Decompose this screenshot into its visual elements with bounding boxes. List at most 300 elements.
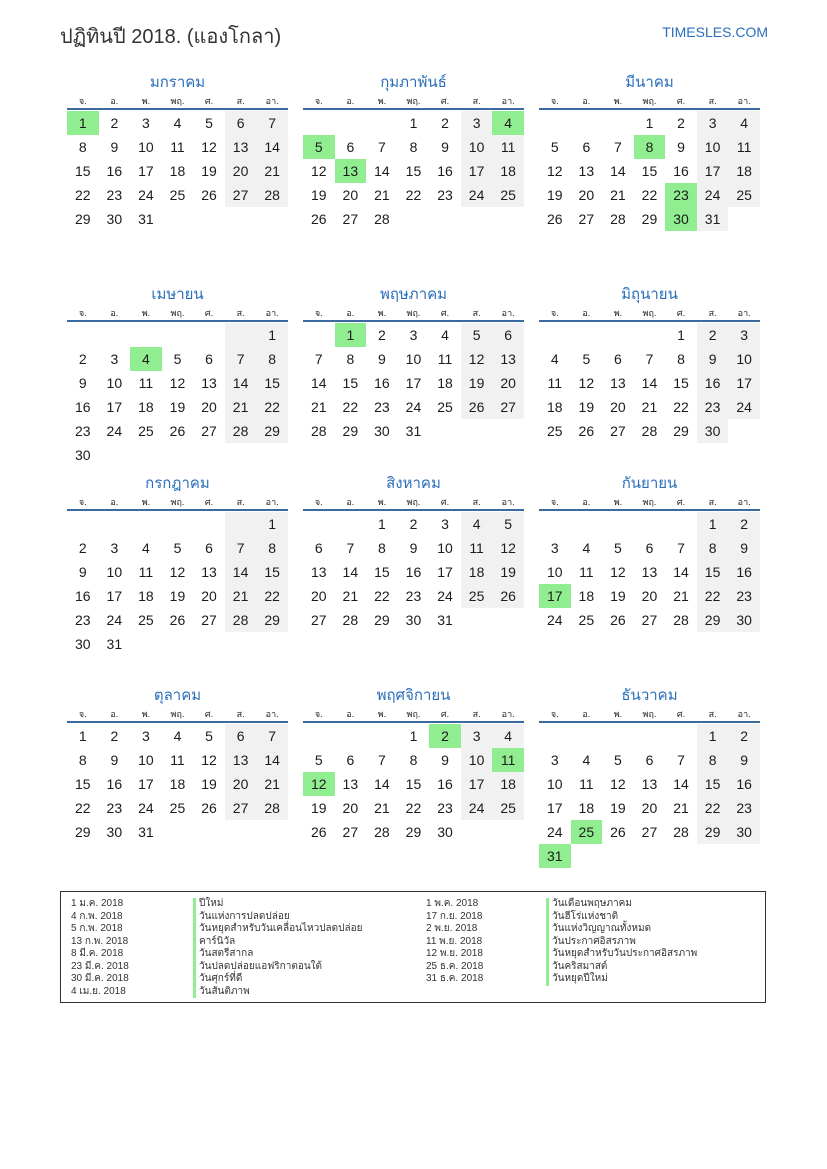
day-cell: 8 <box>697 536 729 560</box>
day-cell: 31 <box>138 824 154 840</box>
weekday-label: จ. <box>78 497 87 507</box>
empty-day-cell <box>634 323 666 347</box>
day-cell: 9 <box>110 752 119 768</box>
day-cell: 30 <box>405 612 422 628</box>
day-cell: 17 <box>461 159 493 183</box>
weekday-label: ส. <box>472 497 481 507</box>
day-cell: 24 <box>697 183 729 207</box>
weekday-label: ส. <box>236 96 245 106</box>
month-name: พฤศจิกายน <box>376 687 451 704</box>
day-cell: 27 <box>225 183 257 207</box>
day-cell: 15 <box>342 375 359 391</box>
legend-date: 1 พ.ค. 2018 <box>426 898 479 909</box>
empty-day-cell <box>303 323 335 347</box>
day-cell: 2 <box>110 728 119 744</box>
day-cell: 9 <box>441 752 449 768</box>
empty-day-cell <box>335 111 367 135</box>
day-cell: 9 <box>409 540 418 556</box>
day-cell: 29 <box>405 824 422 840</box>
day-cell: 20 <box>201 399 217 415</box>
weekday-header <box>539 495 760 511</box>
day-cell: 18 <box>461 560 493 584</box>
weekday-label: พฤ. <box>406 96 421 106</box>
day-cell: 2 <box>378 327 386 343</box>
day-cell: 3 <box>441 516 449 532</box>
month-name: กรกฎาคม <box>145 475 210 492</box>
day-cell: 1 <box>697 512 729 536</box>
day-cell: 11 <box>728 135 760 159</box>
day-cell: 11 <box>492 135 524 159</box>
day-cell: 3 <box>110 540 119 556</box>
day-cell: 21 <box>610 187 626 203</box>
day-cell: 6 <box>225 111 257 135</box>
day-cell: 19 <box>310 187 327 203</box>
weekday-label: พ. <box>613 96 623 106</box>
empty-day-cell <box>303 724 335 748</box>
day-cell: 25 <box>492 183 524 207</box>
day-cell: 3 <box>550 540 559 556</box>
day-cell: 14 <box>374 776 390 792</box>
day-cell: 9 <box>697 347 729 371</box>
day-cell: 17 <box>697 159 729 183</box>
weekday-header <box>67 707 288 723</box>
day-cell: 20 <box>342 800 359 816</box>
empty-day-cell <box>162 323 194 347</box>
weekday-label: ศ. <box>440 709 450 719</box>
day-cell: 23 <box>74 423 91 439</box>
weekday-label: พ. <box>141 497 151 507</box>
day-cell: 3 <box>728 323 760 347</box>
weekday-label: อ. <box>582 497 591 507</box>
day-cell: 15 <box>74 776 91 792</box>
day-cell: 25 <box>578 612 595 628</box>
empty-day-cell <box>193 323 225 347</box>
weekday-label: ส. <box>708 308 717 318</box>
legend-date: 5 ก.พ. 2018 <box>71 923 123 934</box>
holiday-day-cell: 2 <box>429 724 461 748</box>
weekday-label: จ. <box>314 497 323 507</box>
day-cell: 24 <box>138 187 154 203</box>
day-cell: 27 <box>641 824 658 840</box>
day-cell: 3 <box>110 351 119 367</box>
day-cell: 31 <box>106 636 123 652</box>
day-cell: 16 <box>728 772 760 796</box>
day-cell: 4 <box>492 724 524 748</box>
month-name: มิถุนายน <box>621 286 678 303</box>
day-cell: 6 <box>645 752 654 768</box>
day-cell: 11 <box>547 375 563 391</box>
day-cell: 28 <box>256 796 288 820</box>
weekday-header <box>303 707 524 723</box>
day-cell: 28 <box>225 419 257 443</box>
day-cell: 27 <box>310 612 327 628</box>
day-cell: 15 <box>256 560 288 584</box>
day-cell: 10 <box>138 139 154 155</box>
day-cell: 27 <box>201 423 217 439</box>
day-cell: 18 <box>138 399 154 415</box>
weekday-label: พ. <box>377 709 387 719</box>
day-cell: 13 <box>641 564 658 580</box>
day-cell: 11 <box>170 752 185 768</box>
day-cell: 22 <box>342 399 359 415</box>
day-cell: 30 <box>106 211 123 227</box>
day-cell: 25 <box>546 423 563 439</box>
day-cell: 28 <box>374 824 390 840</box>
day-cell: 26 <box>310 211 327 227</box>
day-cell: 4 <box>582 752 591 768</box>
day-cell: 5 <box>205 728 213 744</box>
day-cell: 6 <box>225 724 257 748</box>
day-cell: 26 <box>492 584 524 608</box>
days-grid <box>303 323 524 443</box>
day-cell: 22 <box>256 395 288 419</box>
empty-day-cell <box>634 724 666 748</box>
day-cell: 13 <box>492 347 524 371</box>
empty-day-cell <box>571 724 603 748</box>
month-name: พฤษภาคม <box>379 286 448 303</box>
day-cell: 8 <box>78 139 87 155</box>
day-cell: 26 <box>201 187 217 203</box>
legend-date: 1 ม.ค. 2018 <box>71 898 124 909</box>
empty-day-cell <box>665 724 697 748</box>
weekday-label: อ. <box>346 96 355 106</box>
holiday-day-cell: 12 <box>303 772 335 796</box>
day-cell: 23 <box>728 796 760 820</box>
empty-day-cell <box>303 111 335 135</box>
day-cell: 24 <box>106 612 123 628</box>
weekday-label: อ. <box>110 308 119 318</box>
day-cell: 20 <box>610 399 626 415</box>
empty-day-cell <box>602 512 634 536</box>
day-cell: 23 <box>728 584 760 608</box>
weekday-label: ส. <box>708 96 717 106</box>
empty-day-cell <box>539 724 571 748</box>
day-cell: 19 <box>610 800 626 816</box>
day-cell: 10 <box>437 540 453 556</box>
day-cell: 4 <box>173 728 182 744</box>
weekday-label: ศ. <box>204 497 214 507</box>
day-cell: 18 <box>492 159 524 183</box>
day-cell: 8 <box>409 139 418 155</box>
weekday-label: พ. <box>613 497 623 507</box>
day-cell: 27 <box>492 395 524 419</box>
day-cell: 29 <box>74 211 91 227</box>
day-cell: 31 <box>697 207 729 231</box>
weekday-label: จ. <box>314 709 323 719</box>
day-cell: 13 <box>342 776 359 792</box>
holiday-day-cell: 1 <box>67 111 99 135</box>
legend-date: 4 เม.ย. 2018 <box>71 985 126 997</box>
weekday-label: พ. <box>377 308 387 318</box>
legend-holiday-name: วันคริสมาสต์ <box>546 961 697 974</box>
weekday-label: อ. <box>582 709 591 719</box>
weekday-header <box>539 94 760 110</box>
legend-dates-right <box>426 898 483 986</box>
weekday-label: พฤ. <box>642 308 657 318</box>
empty-day-cell <box>571 512 603 536</box>
day-cell: 30 <box>374 423 390 439</box>
day-cell: 9 <box>677 139 685 155</box>
day-cell: 10 <box>106 564 123 580</box>
month-name: กันยายน <box>621 475 678 492</box>
empty-day-cell <box>193 512 225 536</box>
day-cell: 18 <box>169 163 186 179</box>
weekday-label: พ. <box>613 308 623 318</box>
empty-day-cell <box>366 111 398 135</box>
weekday-label: ส. <box>472 308 481 318</box>
legend-date: 12 พ.ย. 2018 <box>426 948 483 959</box>
day-cell: 15 <box>74 163 91 179</box>
day-cell: 8 <box>78 752 87 768</box>
day-cell: 29 <box>697 608 729 632</box>
day-cell: 18 <box>138 588 154 604</box>
day-cell: 13 <box>201 564 217 580</box>
day-cell: 23 <box>437 187 453 203</box>
weekday-label: อา. <box>265 96 279 106</box>
day-cell: 8 <box>256 536 288 560</box>
day-cell: 1 <box>378 516 386 532</box>
empty-day-cell <box>665 512 697 536</box>
day-cell: 15 <box>673 375 689 391</box>
empty-day-cell <box>602 111 634 135</box>
day-cell: 14 <box>673 776 689 792</box>
day-cell: 12 <box>201 752 217 768</box>
day-cell: 28 <box>673 824 689 840</box>
day-cell: 24 <box>546 824 563 840</box>
day-cell: 26 <box>169 612 186 628</box>
day-cell: 17 <box>138 776 154 792</box>
weekday-label: อ. <box>110 709 119 719</box>
days-grid <box>539 512 760 632</box>
weekday-label: พ. <box>613 709 623 719</box>
day-cell: 14 <box>310 375 327 391</box>
day-cell: 12 <box>546 163 563 179</box>
day-cell: 23 <box>437 800 453 816</box>
day-cell: 27 <box>201 612 217 628</box>
holiday-day-cell: 25 <box>571 820 603 844</box>
empty-day-cell <box>130 512 162 536</box>
day-cell: 12 <box>610 776 626 792</box>
weekday-label: ศ. <box>676 96 686 106</box>
day-cell: 23 <box>697 395 729 419</box>
day-cell: 3 <box>461 111 493 135</box>
weekday-header <box>539 707 760 723</box>
day-cell: 2 <box>110 115 119 131</box>
legend-date: 30 มี.ค. 2018 <box>71 973 129 984</box>
day-cell: 27 <box>578 211 595 227</box>
day-cell: 17 <box>728 371 760 395</box>
day-cell: 28 <box>310 423 327 439</box>
day-cell: 6 <box>314 540 323 556</box>
day-cell: 28 <box>374 211 390 227</box>
empty-day-cell <box>539 111 571 135</box>
empty-day-cell <box>99 512 131 536</box>
days-grid <box>67 512 288 656</box>
weekday-label: อา. <box>737 497 751 507</box>
empty-day-cell <box>335 724 367 748</box>
day-cell: 27 <box>610 423 626 439</box>
weekday-header <box>67 495 288 511</box>
month-name: มีนาคม <box>625 74 674 91</box>
empty-day-cell <box>602 323 634 347</box>
weekday-label: จ. <box>550 308 559 318</box>
year-calendar-grid <box>67 72 761 897</box>
empty-day-cell <box>99 323 131 347</box>
day-cell: 6 <box>492 323 524 347</box>
day-cell: 22 <box>405 800 422 816</box>
legend-holiday-name: วันศุกร์ที่ดี <box>193 973 363 986</box>
day-cell: 25 <box>169 187 186 203</box>
day-cell: 12 <box>169 564 186 580</box>
day-cell: 28 <box>610 211 626 227</box>
weekday-label: ศ. <box>676 709 686 719</box>
day-cell: 27 <box>342 211 359 227</box>
day-cell: 12 <box>578 375 595 391</box>
day-cell: 8 <box>378 540 386 556</box>
day-cell: 30 <box>697 419 729 443</box>
day-cell: 13 <box>225 135 257 159</box>
day-cell: 26 <box>201 800 217 816</box>
day-cell: 20 <box>310 588 327 604</box>
day-cell: 14 <box>673 564 689 580</box>
month-name: กุมภาพันธ์ <box>380 74 447 91</box>
empty-day-cell <box>539 512 571 536</box>
weekday-label: พฤ. <box>406 308 421 318</box>
day-cell: 26 <box>310 824 327 840</box>
day-cell: 5 <box>173 351 182 367</box>
month-calendar <box>67 284 288 473</box>
day-cell: 10 <box>728 347 760 371</box>
day-cell: 3 <box>461 724 493 748</box>
day-cell: 26 <box>610 824 626 840</box>
day-cell: 4 <box>461 512 493 536</box>
holiday-day-cell: 8 <box>634 135 666 159</box>
empty-day-cell <box>634 512 666 536</box>
brand-link[interactable]: TIMESLES.COM <box>662 24 768 40</box>
day-cell: 23 <box>74 612 91 628</box>
day-cell: 10 <box>546 564 563 580</box>
holiday-day-cell: 11 <box>492 748 524 772</box>
weekday-label: พฤ. <box>170 308 185 318</box>
day-cell: 19 <box>169 399 186 415</box>
day-cell: 29 <box>673 423 689 439</box>
day-cell: 25 <box>138 612 154 628</box>
day-cell: 5 <box>461 323 493 347</box>
day-cell: 3 <box>409 327 418 343</box>
weekday-label: ส. <box>708 497 717 507</box>
day-cell: 19 <box>201 163 217 179</box>
day-cell: 13 <box>641 776 658 792</box>
weekday-label: พฤ. <box>642 709 657 719</box>
day-cell: 22 <box>673 399 689 415</box>
legend-holiday-name: วันสตรีสากล <box>193 948 363 961</box>
day-cell: 20 <box>641 800 658 816</box>
day-cell: 17 <box>106 588 123 604</box>
day-cell: 4 <box>550 351 559 367</box>
day-cell: 27 <box>641 612 658 628</box>
day-cell: 22 <box>697 796 729 820</box>
weekday-label: อา. <box>737 709 751 719</box>
weekday-header <box>303 495 524 511</box>
day-cell: 19 <box>578 399 595 415</box>
day-cell: 26 <box>461 395 493 419</box>
empty-day-cell <box>130 323 162 347</box>
weekday-label: อ. <box>110 497 119 507</box>
day-cell: 16 <box>697 371 729 395</box>
day-cell: 1 <box>256 512 288 536</box>
empty-day-cell <box>539 323 571 347</box>
legend-date: 13 ก.พ. 2018 <box>71 935 129 947</box>
weekday-label: ศ. <box>204 308 214 318</box>
weekday-header <box>67 94 288 110</box>
weekday-label: อ. <box>346 497 355 507</box>
weekday-label: อา. <box>737 308 751 318</box>
day-cell: 7 <box>378 139 386 155</box>
day-cell: 9 <box>78 564 87 580</box>
day-cell: 23 <box>106 800 123 816</box>
weekday-label: อ. <box>582 308 591 318</box>
weekday-header <box>303 306 524 322</box>
weekday-label: อา. <box>501 96 515 106</box>
day-cell: 29 <box>342 423 359 439</box>
weekday-label: อา. <box>501 497 515 507</box>
weekday-label: พ. <box>377 497 387 507</box>
day-cell: 18 <box>578 800 595 816</box>
day-cell: 24 <box>461 796 493 820</box>
month-name: เมษายน <box>151 286 204 303</box>
day-cell: 21 <box>673 800 689 816</box>
day-cell: 12 <box>492 536 524 560</box>
day-cell: 21 <box>673 588 689 604</box>
day-cell: 25 <box>492 796 524 820</box>
day-cell: 8 <box>697 748 729 772</box>
day-cell: 6 <box>205 540 213 556</box>
day-cell: 14 <box>342 564 359 580</box>
day-cell: 9 <box>728 748 760 772</box>
day-cell: 7 <box>677 540 685 556</box>
legend-holiday-name: วันเดือนพฤษภาคม <box>546 898 697 911</box>
day-cell: 13 <box>201 375 217 391</box>
weekday-header <box>67 306 288 322</box>
day-cell: 11 <box>170 139 185 155</box>
days-grid <box>303 724 524 844</box>
day-cell: 22 <box>74 187 91 203</box>
day-cell: 7 <box>378 752 386 768</box>
day-cell: 7 <box>645 351 654 367</box>
day-cell: 16 <box>437 163 453 179</box>
day-cell: 14 <box>641 375 658 391</box>
day-cell: 10 <box>138 752 154 768</box>
day-cell: 29 <box>697 820 729 844</box>
day-cell: 29 <box>74 824 91 840</box>
day-cell: 28 <box>225 608 257 632</box>
day-cell: 21 <box>374 187 390 203</box>
day-cell: 28 <box>673 612 689 628</box>
legend-date: 17 ก.ย. 2018 <box>426 910 483 922</box>
weekday-label: พฤ. <box>170 497 185 507</box>
day-cell: 17 <box>138 163 154 179</box>
day-cell: 11 <box>138 564 154 580</box>
day-cell: 3 <box>697 111 729 135</box>
day-cell: 14 <box>610 163 626 179</box>
day-cell: 19 <box>492 560 524 584</box>
day-cell: 20 <box>492 371 524 395</box>
day-cell: 30 <box>437 824 453 840</box>
month-calendar <box>539 685 760 897</box>
day-cell: 23 <box>405 588 422 604</box>
day-cell: 24 <box>546 612 563 628</box>
weekday-label: ศ. <box>204 96 214 106</box>
